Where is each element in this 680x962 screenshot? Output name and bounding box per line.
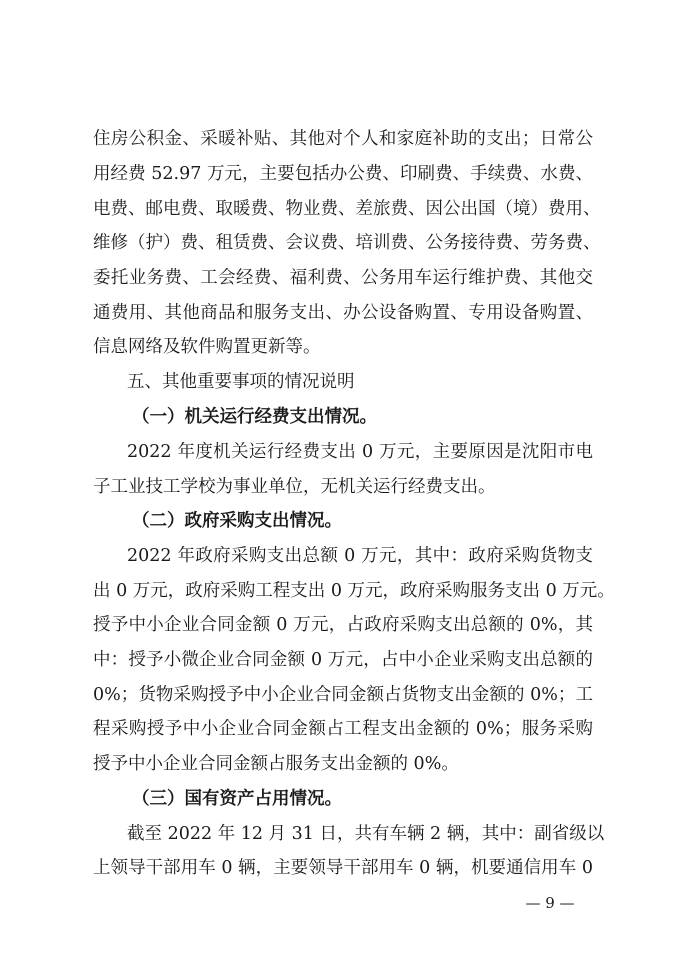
section-heading: 五、其他重要事项的情况说明 (127, 372, 355, 392)
paragraph-line: 授予中小企业合同金额占服务支出金额的 0%。 (93, 754, 459, 774)
paragraph-line: 用经费 52.97 万元，主要包括办公费、印刷费、手续费、水费、 (93, 164, 593, 184)
paragraph-line: 出 0 万元，政府采购工程支出 0 万元，政府采购服务支出 0 万元。 (93, 581, 615, 601)
paragraph-line: 截至 2022 年 12 月 31 日，共有车辆 2 辆，其中：副省级以 (127, 824, 605, 844)
paragraph-line: 住房公积金、采暖补贴、其他对个人和家庭补助的支出；日常公 (93, 129, 593, 149)
subsection-heading: （二）政府采购支出情况。 (132, 511, 342, 531)
paragraph-line: 通费用、其他商品和服务支出、办公设备购置、专用设备购置、 (93, 303, 593, 323)
paragraph-line: 程采购授予中小企业合同金额占工程支出金额的 0%；服务采购 (93, 719, 593, 739)
paragraph-line: 上领导干部用车 0 辆，主要领导干部用车 0 辆，机要通信用车 0 (93, 858, 593, 878)
paragraph-line: 2022 年度机关运行经费支出 0 万元，主要原因是沈阳市电 (127, 442, 593, 462)
subsection-heading: （一）机关运行经费支出情况。 (132, 407, 377, 427)
paragraph-line: 电费、邮电费、取暖费、物业费、差旅费、因公出国（境）费用、 (93, 199, 601, 219)
paragraph-line: 信息网络及软件购置更新等。 (93, 337, 321, 357)
paragraph-line: 维修（护）费、租赁费、会议费、培训费、公务接待费、劳务费、 (93, 233, 601, 253)
paragraph-line: 2022 年政府采购支出总额 0 万元，其中：政府采购货物支 (127, 546, 593, 566)
paragraph-line: 委托业务费、工会经费、福利费、公务用车运行维护费、其他交 (93, 268, 593, 288)
paragraph-line: 授予中小企业合同金额 0 万元，占政府采购支出总额的 0%，其 (93, 615, 593, 635)
page-number: — 9 — (525, 894, 575, 912)
subsection-heading: （三）国有资产占用情况。 (132, 789, 342, 809)
paragraph-line: 中：授予小微企业合同金额 0 万元，占中小企业采购支出总额的 (93, 650, 593, 670)
paragraph-line: 子工业技工学校为事业单位，无机关运行经费支出。 (93, 477, 496, 497)
paragraph-line: 0%；货物采购授予中小企业合同金额占货物支出金额的 0%；工 (93, 685, 593, 705)
